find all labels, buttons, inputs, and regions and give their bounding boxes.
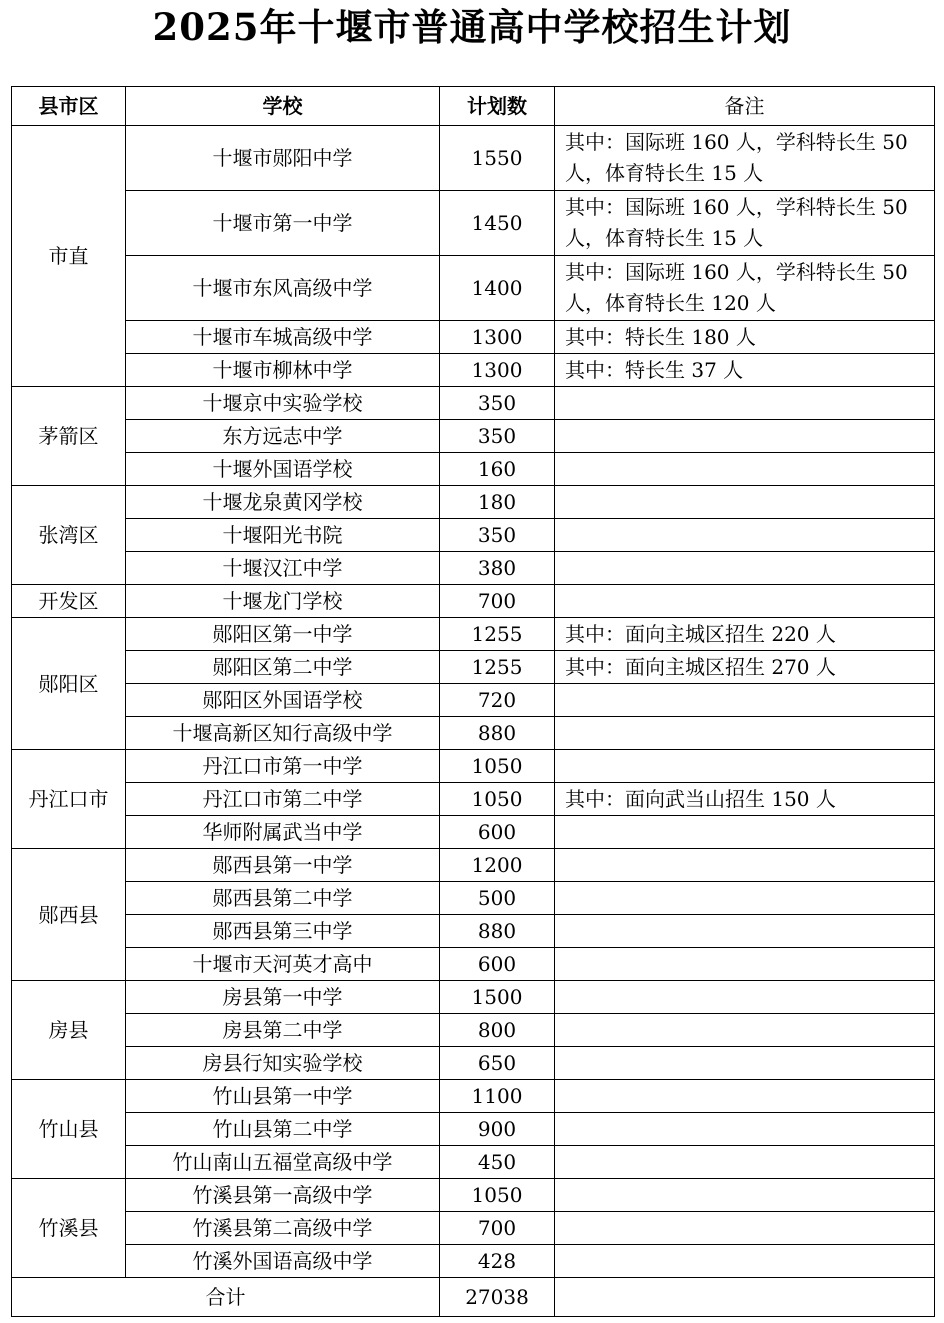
table-header-row: [12, 87, 935, 126]
table-row: [12, 354, 935, 387]
table-row: [12, 1245, 935, 1278]
note-cell: 其中：特长生 37 人: [555, 354, 935, 387]
district-cell: 郧西县: [12, 849, 126, 981]
note-cell: [555, 1146, 935, 1179]
plan-cell: 1050: [440, 1179, 555, 1212]
school-cell: 郧西县第三中学: [126, 915, 440, 948]
plan-cell: 500: [440, 882, 555, 915]
note-cell: 其中：面向主城区招生 220 人: [555, 618, 935, 651]
table-row: [12, 981, 935, 1014]
district-cell: 开发区: [12, 585, 126, 618]
school-cell: 十堰阳光书院: [126, 519, 440, 552]
header-district: 县市区: [12, 87, 126, 126]
table-row: [12, 1014, 935, 1047]
table-row: [12, 618, 935, 651]
district-cell: 丹江口市: [12, 750, 126, 849]
header-school: 学校: [126, 87, 440, 126]
table-row: [12, 651, 935, 684]
table-row: [12, 585, 935, 618]
total-note: [555, 1278, 935, 1317]
plan-cell: 1050: [440, 750, 555, 783]
district-cell: 茅箭区: [12, 387, 126, 486]
school-cell: 十堰市天河英才高中: [126, 948, 440, 981]
plan-cell: 1100: [440, 1080, 555, 1113]
table-row: [12, 1113, 935, 1146]
note-cell: 其中：面向主城区招生 270 人: [555, 651, 935, 684]
table-row: [12, 1179, 935, 1212]
school-cell: 十堰市郧阳中学: [126, 126, 440, 191]
table-row: [12, 486, 935, 519]
plan-cell: 350: [440, 387, 555, 420]
school-cell: 房县行知实验学校: [126, 1047, 440, 1080]
note-cell: 其中：国际班 160 人，学科特长生 50 人，体育特长生 120 人: [555, 256, 935, 321]
note-cell: [555, 1113, 935, 1146]
note-cell: [555, 486, 935, 519]
table-row: [12, 882, 935, 915]
district-cell: 市直: [12, 126, 126, 387]
note-cell: [555, 1080, 935, 1113]
note-cell: 其中：面向武当山招生 150 人: [555, 783, 935, 816]
school-cell: 房县第二中学: [126, 1014, 440, 1047]
note-cell: [555, 1212, 935, 1245]
plan-cell: 900: [440, 1113, 555, 1146]
note-cell: [555, 1245, 935, 1278]
page-title: 2025年十堰市普通高中学校招生计划: [152, 5, 792, 49]
note-cell: [555, 453, 935, 486]
table-body: [12, 126, 935, 1317]
table-row: [12, 948, 935, 981]
plan-cell: 160: [440, 453, 555, 486]
table-row: [12, 256, 935, 321]
plan-cell: 800: [440, 1014, 555, 1047]
note-cell: [555, 750, 935, 783]
note-cell: [555, 915, 935, 948]
school-cell: 十堰龙泉黄冈学校: [126, 486, 440, 519]
school-cell: 十堰龙门学校: [126, 585, 440, 618]
school-cell: 丹江口市第一中学: [126, 750, 440, 783]
school-cell: 竹溪县第二高级中学: [126, 1212, 440, 1245]
header-plan: 计划数: [440, 87, 555, 126]
plan-cell: 700: [440, 1212, 555, 1245]
table-row: [12, 519, 935, 552]
school-cell: 东方远志中学: [126, 420, 440, 453]
school-cell: 郧阳区外国语学校: [126, 684, 440, 717]
note-cell: 其中：国际班 160 人，学科特长生 50 人，体育特长生 15 人: [555, 191, 935, 256]
plan-cell: 700: [440, 585, 555, 618]
school-cell: 十堰市东风高级中学: [126, 256, 440, 321]
table-row: [12, 783, 935, 816]
table-row: [12, 1080, 935, 1113]
table-row: [12, 849, 935, 882]
note-cell: [555, 387, 935, 420]
note-cell: [555, 684, 935, 717]
plan-cell: 428: [440, 1245, 555, 1278]
school-cell: 房县第一中学: [126, 981, 440, 1014]
table-row: [12, 1212, 935, 1245]
note-cell: [555, 849, 935, 882]
plan-cell: 720: [440, 684, 555, 717]
plan-cell: 180: [440, 486, 555, 519]
plan-cell: 600: [440, 948, 555, 981]
plan-cell: 650: [440, 1047, 555, 1080]
school-cell: 十堰汉江中学: [126, 552, 440, 585]
school-cell: 十堰外国语学校: [126, 453, 440, 486]
table-row: [12, 816, 935, 849]
district-cell: 郧阳区: [12, 618, 126, 750]
plan-cell: 880: [440, 915, 555, 948]
school-cell: 郧阳区第一中学: [126, 618, 440, 651]
plan-cell: 1300: [440, 354, 555, 387]
plan-cell: 600: [440, 816, 555, 849]
table-row: [12, 750, 935, 783]
district-cell: 张湾区: [12, 486, 126, 585]
plan-cell: 1550: [440, 126, 555, 191]
plan-cell: 1255: [440, 651, 555, 684]
plan-cell: 350: [440, 420, 555, 453]
note-cell: 其中：特长生 180 人: [555, 321, 935, 354]
header-note: 备注: [555, 87, 935, 126]
plan-cell: 1050: [440, 783, 555, 816]
total-row: [12, 1278, 935, 1317]
table-row: [12, 191, 935, 256]
table-row: [12, 1146, 935, 1179]
district-cell: 房县: [12, 981, 126, 1080]
table-row: [12, 1047, 935, 1080]
enrollment-plan-table: [11, 86, 935, 1317]
plan-cell: 1400: [440, 256, 555, 321]
note-cell: [555, 1179, 935, 1212]
note-cell: [555, 1014, 935, 1047]
school-cell: 十堰市车城高级中学: [126, 321, 440, 354]
table-row: [12, 126, 935, 191]
table-row: [12, 453, 935, 486]
school-cell: 郧阳区第二中学: [126, 651, 440, 684]
plan-cell: 1200: [440, 849, 555, 882]
school-cell: 十堰京中实验学校: [126, 387, 440, 420]
table-row: [12, 915, 935, 948]
school-cell: 竹山县第一中学: [126, 1080, 440, 1113]
district-cell: 竹溪县: [12, 1179, 126, 1278]
total-label: 合计: [12, 1278, 440, 1317]
plan-cell: 1500: [440, 981, 555, 1014]
table-row: [12, 717, 935, 750]
school-cell: 华师附属武当中学: [126, 816, 440, 849]
plan-cell: 1450: [440, 191, 555, 256]
school-cell: 十堰市第一中学: [126, 191, 440, 256]
plan-cell: 880: [440, 717, 555, 750]
school-cell: 竹山县第二中学: [126, 1113, 440, 1146]
plan-cell: 450: [440, 1146, 555, 1179]
table-row: [12, 684, 935, 717]
school-cell: 十堰市柳林中学: [126, 354, 440, 387]
school-cell: 竹溪外国语高级中学: [126, 1245, 440, 1278]
school-cell: 竹溪县第一高级中学: [126, 1179, 440, 1212]
note-cell: [555, 1047, 935, 1080]
table-row: [12, 321, 935, 354]
school-cell: 丹江口市第二中学: [126, 783, 440, 816]
note-cell: [555, 717, 935, 750]
total-plan: 27038: [440, 1278, 555, 1317]
district-cell: 竹山县: [12, 1080, 126, 1179]
note-cell: [555, 519, 935, 552]
note-cell: [555, 882, 935, 915]
table-row: [12, 552, 935, 585]
table-row: [12, 387, 935, 420]
note-cell: [555, 948, 935, 981]
plan-cell: 380: [440, 552, 555, 585]
table-row: [12, 420, 935, 453]
note-cell: [555, 420, 935, 453]
school-cell: 十堰高新区知行高级中学: [126, 717, 440, 750]
school-cell: 郧西县第一中学: [126, 849, 440, 882]
plan-cell: 1300: [440, 321, 555, 354]
note-cell: [555, 552, 935, 585]
school-cell: 郧西县第二中学: [126, 882, 440, 915]
plan-cell: 350: [440, 519, 555, 552]
plan-cell: 1255: [440, 618, 555, 651]
note-cell: [555, 816, 935, 849]
note-cell: [555, 981, 935, 1014]
school-cell: 竹山南山五福堂高级中学: [126, 1146, 440, 1179]
note-cell: 其中：国际班 160 人，学科特长生 50 人，体育特长生 15 人: [555, 126, 935, 191]
note-cell: [555, 585, 935, 618]
